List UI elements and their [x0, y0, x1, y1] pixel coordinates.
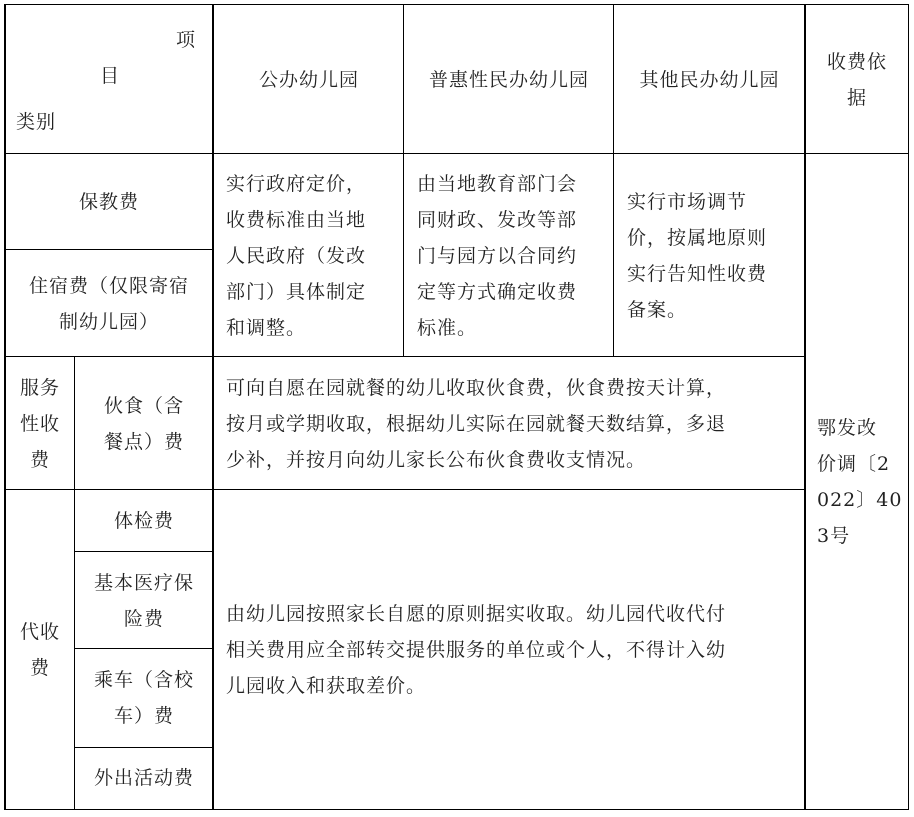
header-other: 其他民办幼儿园	[639, 69, 780, 91]
header-basis: 收费依 据	[826, 51, 887, 109]
rule-tuition	[4, 249, 213, 250]
agency-rule: 由幼儿园按照家长自愿的原则据实收取。幼儿园代收代付 相关费用应全部转交提供服务的单位或个人，不得计入幼 儿园收入和获取差价。	[226, 603, 727, 697]
meal-rule: 可向自愿在园就餐的幼儿收取伙食费，伙食费按天计算， 按月或学期收取，根据幼儿实际在园就餐天数结算，多退 少补，并按月向幼儿家长公布伙食费收支情况。	[226, 377, 727, 471]
rule-meal	[4, 489, 805, 490]
header-inclusive: 普惠性民办幼儿园	[428, 69, 589, 91]
col-line-4	[804, 4, 806, 810]
other-rule: 实行市场调节 价，按属地原则 实行告知性收费 备案。	[627, 191, 768, 321]
rule-checkup	[75, 551, 213, 552]
row-outing: 外出活动费	[93, 767, 194, 789]
row-checkup: 体检费	[113, 510, 174, 532]
col-line-2	[403, 4, 404, 357]
agency-group: 代收 费	[19, 621, 60, 679]
border-right	[908, 4, 909, 810]
basis-text: 鄂发改 价调〔2 022〕40 3号	[817, 417, 903, 547]
service-group: 服务 性收 费	[19, 377, 60, 471]
rule-fees	[4, 356, 805, 357]
col-line-1	[212, 4, 214, 810]
header-category: 类别	[16, 111, 57, 133]
row-meal: 伙食（含 餐点）费	[103, 395, 184, 453]
row-medical: 基本医疗保 险费	[93, 572, 194, 630]
border-top	[4, 4, 909, 5]
col-line-group	[74, 356, 75, 810]
row-bus: 乘车（含校 车）费	[93, 669, 194, 727]
row-boarding: 住宿费（仅限寄宿 制幼儿园）	[28, 275, 189, 333]
header-item-1: 项	[176, 29, 197, 51]
public-rule: 实行政府定价， 收费标准由当地 人民政府（发改 部门）具体制定 和调整。	[226, 173, 367, 339]
row-tuition: 保教费	[78, 191, 139, 213]
rule-medical	[75, 648, 213, 649]
rule-header	[4, 153, 909, 154]
inclusive-rule: 由当地教育部门会 同财政、发改等部 门与园方以合同约 定等方式确定收费 标准。	[417, 173, 578, 339]
header-public: 公办幼儿园	[258, 69, 359, 91]
col-line-3	[613, 4, 614, 357]
rule-bus	[75, 747, 213, 748]
header-item-2: 目	[100, 65, 121, 87]
border-bottom	[4, 809, 909, 810]
